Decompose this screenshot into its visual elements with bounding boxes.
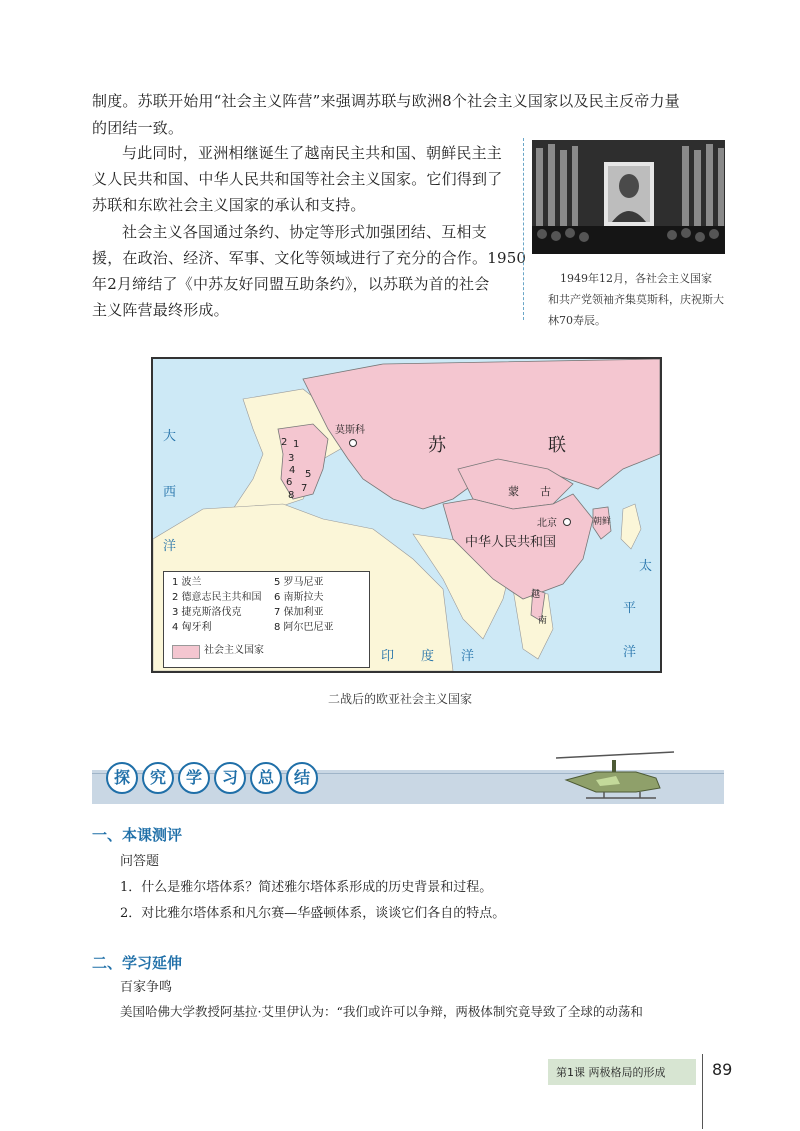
moscow-marker [350, 440, 357, 447]
label-atlantic-da: 大 [163, 429, 177, 444]
label-lian: 联 [548, 435, 566, 456]
photo-caption-line-3: 林70寿辰。 [548, 314, 606, 327]
label-indian-yang: 洋 [461, 649, 475, 664]
paragraph-2-line-2: 义人民共和国、中华人民共和国等社会主义国家。它们得到了 [92, 170, 503, 188]
country-number-7: 7 [301, 483, 308, 494]
legend-item-8: 8 阿尔巴尼亚 [274, 622, 334, 633]
caption-divider [523, 138, 526, 320]
label-mongolia-2: 古 [540, 485, 551, 498]
legend-key-label: 社会主义国家 [204, 645, 264, 656]
label-vietnam-1: 越 [531, 590, 541, 600]
label-mongolia-1: 蒙 [508, 485, 519, 498]
footer-lesson-title: 第1课 两极格局的形成 [556, 1066, 666, 1079]
section-1-subtitle: 问答题 [120, 854, 160, 869]
photo-caption-line-1: 1949年12月，各社会主义国家 [560, 272, 712, 285]
footer-vertical-rule [702, 1054, 703, 1129]
section-1-title: 一、本课测评 [92, 826, 183, 844]
paragraph-3-line-1: 社会主义各国通过条约、协定等形式加强团结、互相支 [122, 223, 487, 241]
legend-item-7: 7 保加利亚 [274, 607, 324, 618]
label-su: 苏 [428, 435, 446, 456]
country-number-1: 1 [293, 439, 300, 450]
beijing-marker [564, 519, 571, 526]
label-indian-du: 度 [421, 649, 435, 664]
paragraph-2-line-1: 与此同时，亚洲相继诞生了越南民主共和国、朝鲜民主主 [122, 144, 503, 162]
label-vietnam-2: 南 [538, 616, 548, 626]
label-beijing: 北京 [537, 518, 557, 529]
summary-title-char-4: 习 [214, 762, 246, 794]
summary-title-char-2: 究 [142, 762, 174, 794]
paragraph-3-line-4: 主义阵营最终形成。 [92, 301, 229, 319]
country-number-2: 2 [281, 437, 288, 448]
photo-caption-line-2: 和共产党领袖齐集莫斯科，庆祝斯大 [548, 293, 724, 306]
section-2-title: 二、学习延伸 [92, 954, 183, 972]
page-number: 89 [712, 1060, 733, 1079]
legend-item-1: 1 波兰 [172, 577, 202, 588]
country-number-8: 8 [288, 490, 295, 501]
map-legend [163, 571, 370, 668]
paragraph-1-line-1: 制度。苏联开始用“社会主义阵营”来强调苏联与欧洲8个社会主义国家以及民主反帝力量 [92, 92, 680, 110]
country-number-3: 3 [288, 453, 295, 464]
label-atlantic-yang: 洋 [163, 539, 177, 554]
paragraph-1-line-2: 的团结一致。 [92, 119, 184, 137]
paragraph-3-line-2: 援，在政治、经济、军事、文化等领域进行了充分的合作。1950 [92, 249, 527, 267]
section-1-question-1: 1．什么是雅尔塔体系？简述雅尔塔体系形成的历史背景和过程。 [120, 880, 493, 895]
label-moscow: 莫斯科 [335, 425, 365, 436]
legend-swatch [172, 645, 200, 659]
legend-item-5: 5 罗马尼亚 [274, 577, 324, 588]
country-number-6: 6 [286, 477, 293, 488]
paragraph-3-line-3: 年2月缔结了《中苏友好同盟互助条约》，以苏联为首的社会 [92, 275, 490, 293]
label-pacific-yang: 洋 [623, 645, 637, 660]
map-caption: 二战后的欧亚社会主义国家 [327, 692, 472, 706]
summary-title-char-6: 结 [286, 762, 318, 794]
summary-title-char-5: 总 [250, 762, 282, 794]
country-number-5: 5 [305, 469, 312, 480]
section-2-subtitle: 百家争鸣 [120, 980, 173, 995]
label-atlantic-xi: 西 [163, 485, 177, 500]
label-korea: 朝鲜 [593, 517, 612, 527]
summary-title-char-1: 探 [106, 762, 138, 794]
legend-item-6: 6 南斯拉夫 [274, 592, 324, 603]
section-2-text: 美国哈佛大学教授阿基拉·艾里伊认为：“我们或许可以争辩，两极体制究竟导致了全球的动荡和 [120, 1004, 643, 1019]
summary-title-char-3: 学 [178, 762, 210, 794]
photo-caption [548, 268, 728, 331]
label-indian-yin: 印 [381, 649, 395, 664]
label-pacific-tai: 太 [639, 559, 653, 574]
section-1-question-2: 2．对比雅尔塔体系和凡尔赛—华盛顿体系，谈谈它们各自的特点。 [120, 906, 506, 921]
country-number-4: 4 [289, 465, 296, 476]
label-pacific-ping: 平 [623, 601, 637, 616]
helicopter-illustration [556, 750, 686, 810]
eurasia-map [151, 357, 662, 673]
historical-photo [532, 140, 725, 254]
label-prc: 中华人民共和国 [465, 535, 557, 550]
legend-item-4: 4 匈牙利 [172, 622, 212, 633]
legend-item-2: 2 德意志民主共和国 [172, 592, 262, 603]
paragraph-2-line-3: 苏联和东欧社会主义国家的承认和支持。 [92, 196, 366, 214]
legend-item-3: 3 捷克斯洛伐克 [172, 607, 242, 618]
